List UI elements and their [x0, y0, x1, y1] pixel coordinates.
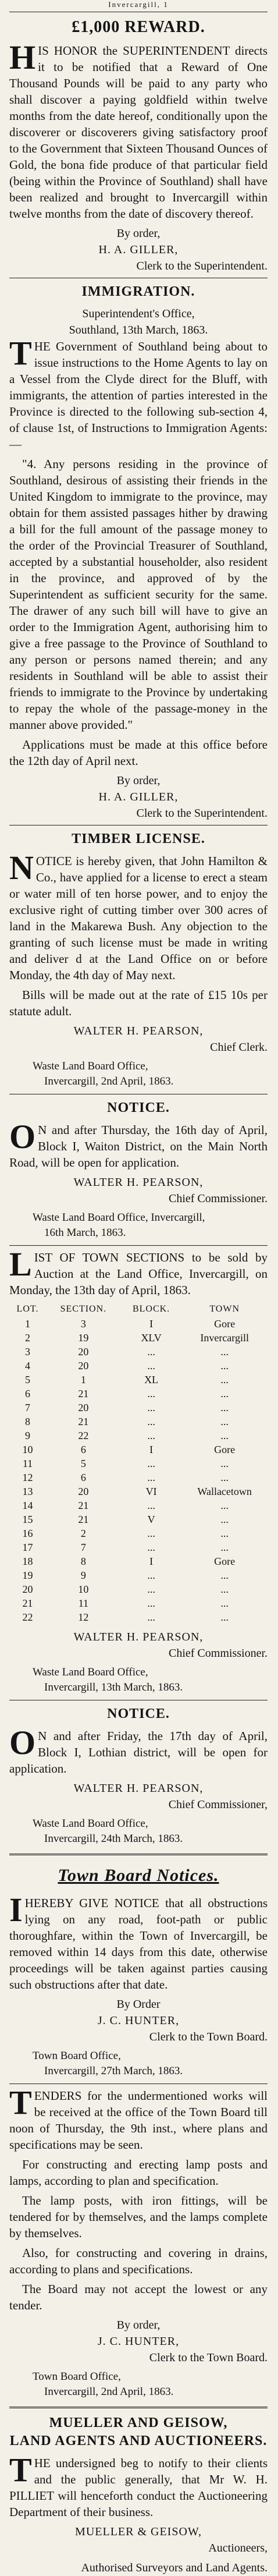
reward-by-order: By order, [116, 227, 161, 240]
mueller-geisow-notice [9, 2415, 268, 2576]
lot-cell: 18 [22, 1555, 33, 1567]
notice1-dropcap: O [9, 1118, 36, 1156]
lot-cell: 6 [25, 1388, 30, 1399]
lot-cell: 10 [22, 1444, 33, 1455]
reward-signer: H. A. GILLER, [98, 243, 179, 256]
block-cell: ... [147, 1528, 155, 1539]
immigration-place-date: Southland, 13th March, 1863. [69, 324, 208, 336]
block-cell: ... [147, 1346, 155, 1358]
block-cell: ... [147, 1583, 155, 1595]
mueller-role-2: Authorised Surveyors and Land Agents. [81, 2561, 268, 2574]
lot-cell: 4 [25, 1360, 30, 1372]
sections-role: Chief Commissioner. [169, 1647, 268, 1660]
block-lothian-notice [9, 1706, 268, 1847]
timber-office: Waste Land Board Office, [33, 1060, 148, 1072]
timber-body-2: Bills will be made out at the rate of £15 10s per statute adult. [9, 988, 268, 1018]
town-cell: ... [220, 1458, 229, 1469]
town-cell: ... [220, 1472, 229, 1483]
lot-cell: 1 [25, 1318, 30, 1330]
lot-cell: 22 [22, 1611, 33, 1623]
table-row [9, 1401, 268, 1415]
section-cell: 10 [78, 1583, 89, 1595]
divider [9, 1245, 268, 1246]
table-row [9, 1540, 268, 1554]
town-cell: ... [220, 1430, 229, 1441]
town-cell: ... [220, 1416, 229, 1427]
section-cell: 21 [78, 1500, 89, 1511]
lot-cell: 2 [25, 1332, 30, 1344]
table-row [9, 1359, 268, 1373]
block-cell: ... [147, 1388, 155, 1399]
block-cell: XL [144, 1374, 159, 1386]
reward-body: HIS HONOR the SUPERINTENDENT directs it to be notified that a Reward of One Thousand Pounds will be paid to any party who shall discover a paying goldfield within twelve months from the date hereof, conditionally upon the discoverer or discoverers giving satisfactory proof to the Government that Sixteen Thousand Ounces of Gold, the bona fide produce of that particular field (being within the Province of Southland) shall have been realized and brought to Invercargill within twelve months from the date of discovery thereof. [9, 38, 268, 221]
reward-title: £1,000 REWARD. [72, 18, 205, 36]
tenders-body-4: Also, for constructing and covering in drains, according to plans and specifications. [9, 2246, 268, 2276]
tenders-dropcap: T [9, 2084, 32, 2121]
col-lot: LOT. [16, 1304, 39, 1314]
block-cell: I [149, 1555, 154, 1567]
lot-cell: 17 [22, 1542, 33, 1553]
obstructions-dropcap: I [9, 1891, 23, 1929]
section-cell: 9 [80, 1569, 86, 1581]
lot-cell: 13 [22, 1486, 33, 1497]
block-cell: V [147, 1514, 155, 1525]
table-row [9, 1526, 268, 1540]
section-cell: 21 [78, 1514, 89, 1525]
section-cell: 5 [80, 1458, 86, 1469]
sections-table-header [9, 1302, 268, 1317]
block-cell: ... [147, 1430, 155, 1441]
immigration-signer: H. A. GILLER, [98, 791, 179, 803]
obstructions-office: Town Board Office, [33, 2050, 121, 2062]
block-cell: ... [147, 1360, 155, 1372]
section-cell: 22 [78, 1430, 89, 1441]
notice2-body: O N and after Friday, the 17th day of April, Block I, Lothian district, will be open for application. [9, 1724, 268, 1776]
town-cell: Gore [214, 1318, 236, 1330]
obstructions-role: Clerk to the Town Board. [149, 2031, 268, 2043]
table-row [9, 1443, 268, 1457]
town-board-notices [9, 1866, 268, 2400]
table-row [9, 1610, 268, 1624]
section-cell: 20 [78, 1360, 89, 1372]
section-cell: 21 [78, 1388, 89, 1399]
notice2-title: NOTICE. [107, 1706, 170, 1721]
tenders-signer: J. C. HUNTER, [97, 2335, 180, 2348]
newspaper-column [2, 0, 276, 2574]
double-divider [9, 1854, 268, 1855]
lot-cell: 19 [22, 1569, 33, 1581]
immigration-by-order: By order, [116, 774, 161, 787]
tenders-place-date: Invercargill, 2nd April, 1863. [44, 2386, 174, 2398]
block-cell: ... [147, 1402, 155, 1413]
obstructions-signer: J. C. HUNTER, [97, 2014, 180, 2027]
lot-cell: 11 [22, 1458, 33, 1469]
notice1-body: O N and after Thursday, the 16th day of April, Block I, Waiton District, on the Main North Road, will be open for application. [9, 1118, 268, 1170]
town-cell: Invercargill [200, 1332, 249, 1344]
section-cell: 20 [78, 1402, 89, 1413]
tenders-body-2: For constructing and erecting lamp posts and lamps, according to plan and specification. [9, 2157, 268, 2188]
lot-cell: 15 [22, 1514, 33, 1525]
table-row [9, 1429, 268, 1443]
sections-signer: WALTER H. PEARSON, [73, 1631, 204, 1643]
col-town: TOWN [209, 1304, 240, 1314]
block-cell: ... [147, 1416, 155, 1427]
block-cell: ... [147, 1500, 155, 1511]
notice2-dropcap: O [9, 1724, 36, 1762]
mueller-signer: MUELLER & GEISOW, [75, 2525, 202, 2538]
section-cell: 6 [80, 1472, 86, 1483]
timber-license-notice [9, 831, 268, 1089]
table-row [9, 1582, 268, 1596]
cut-off-header-fragment: Invercargill, 1 [108, 0, 169, 9]
table-row [9, 1457, 268, 1471]
notice2-role: Chief Commissioner, [168, 1798, 268, 1811]
lot-cell: 21 [22, 1597, 33, 1609]
town-cell: Gore [214, 1555, 236, 1567]
obstructions-place-date: Invercargill, 27th March, 1863. [44, 2065, 183, 2077]
notice1-signer: WALTER H. PEARSON, [73, 1176, 204, 1189]
town-cell: ... [220, 1402, 229, 1413]
timber-title: TIMBER LICENSE. [72, 831, 205, 846]
immigration-title: IMMIGRATION. [81, 284, 195, 299]
sections-dropcap: L [9, 1245, 32, 1283]
sections-place-date: Invercargill, 13th March, 1863. [44, 1681, 183, 1693]
town-cell: ... [220, 1597, 229, 1609]
sections-table [9, 1302, 268, 1624]
town-cell: Gore [214, 1444, 236, 1455]
block-cell: I [149, 1444, 154, 1455]
timber-place-date: Invercargill, 2nd April, 1863. [44, 1075, 174, 1087]
mueller-role-1: Auctioneers, [208, 2542, 268, 2554]
table-row [9, 1498, 268, 1512]
notice2-place-date: Invercargill, 24th March, 1863. [44, 1833, 183, 1845]
immigration-body-1: THE Government of Southland being about to issue instructions to the Home Agents to lay on a Vessel from the Clyde direct for the Bluff, with immigrants, the attention of parties interested in the Province is directed to the following sub-section 4, of clause 1st, of Instructions to Immigration Agents:— [9, 334, 268, 451]
sections-office: Waste Land Board Office, [33, 1666, 148, 1678]
immigration-notice [9, 284, 268, 821]
lot-cell: 3 [25, 1346, 30, 1358]
double-divider [9, 2407, 268, 2408]
section-cell: 11 [78, 1597, 89, 1609]
timber-dropcap: N [9, 849, 34, 887]
reward-dropcap: H [9, 38, 36, 76]
sections-body: LIST OF TOWN SECTIONS to be sold by Auction at the Land Office, Invercargill, on Monday, the 13th day of April, 1863. [9, 1245, 268, 1297]
town-cell: Wallacetown [197, 1486, 252, 1497]
block-waiton-notice [9, 1100, 268, 1241]
lot-cell: 9 [25, 1430, 30, 1441]
block-cell: ... [147, 1569, 155, 1581]
town-cell: ... [220, 1528, 229, 1539]
table-row [9, 1331, 268, 1345]
sections-table-body [9, 1317, 268, 1624]
block-cell: VI [145, 1486, 157, 1497]
lot-cell: 12 [22, 1472, 33, 1483]
table-row [9, 1387, 268, 1401]
town-cell: ... [220, 1388, 229, 1399]
section-cell: 6 [80, 1444, 86, 1455]
table-row [9, 1568, 268, 1582]
table-row [9, 1554, 268, 1568]
notice2-signer: WALTER H. PEARSON, [73, 1782, 204, 1795]
obstructions-by-order: By Order [116, 1998, 161, 2011]
table-row [9, 1373, 268, 1387]
town-sections-notice [9, 1245, 268, 1695]
lot-cell: 7 [25, 1402, 30, 1413]
town-board-title: Town Board Notices. [58, 1866, 219, 1885]
town-cell: ... [220, 1542, 229, 1553]
obstructions-body: IHEREBY GIVE NOTICE that all obstructions lying on any road, foot-path or public thoroughfare, within the Town of Invercargill, be removed within 14 days from this date, otherwise proceedings will be taken against parties causing such obstructions after that date. [9, 1891, 268, 1992]
table-row [9, 1317, 268, 1331]
immigration-office: Superintendent's Office, [82, 307, 195, 320]
tenders-role: Clerk to the Town Board. [149, 2351, 268, 2364]
block-cell: ... [147, 1542, 155, 1553]
town-cell: ... [220, 1583, 229, 1595]
town-cell: ... [220, 1569, 229, 1581]
notice2-office: Waste Land Board Office, [33, 1817, 148, 1830]
lot-cell: 16 [22, 1528, 33, 1539]
immigration-body-2: "4. Any persons residing in the province of Southland, desirous of assisting their friends in the United Kingdom to immigrate to the province, may obtain for them assisted passages hither by drawing a bill for the full amount of the passage money to the order of the Provincial Treasurer of Southland, accepted by a substantial householder, also resident in the province, and approved of by the Superintendent as sufficient security for the same. The drawer of any such bill will have to give an order to the Immigration Agent, authorising him to give a free passage to the Province of Southland to any person or persons named therein; and any residents in Southland will be able to assist their friends to immigrate to the Province by undertaking to repay the whole of the passage-money in the manner above provided." [9, 457, 268, 732]
town-cell: ... [220, 1500, 229, 1511]
section-cell: 20 [78, 1486, 89, 1497]
section-cell: 7 [80, 1542, 86, 1553]
table-row [9, 1512, 268, 1526]
mueller-dropcap: T [9, 2451, 32, 2489]
block-cell: ... [147, 1472, 155, 1483]
table-row [9, 1484, 268, 1498]
section-cell: 3 [80, 1318, 86, 1330]
table-row [9, 1345, 268, 1359]
section-cell: 1 [80, 1374, 86, 1386]
table-row [9, 1415, 268, 1429]
section-cell: 8 [80, 1555, 86, 1567]
mueller-body: THE undersigned beg to notify to their clients and the public generally, that Mr W. H. PILLIET will henceforth conduct the Auctioneering Department of their business. [9, 2451, 268, 2519]
timber-body-1: NOTICE is hereby given, that John Hamilton & Co., have applied for a license to erect a steam or water mill of ten horse power, and to enjoy the exclusive right of cutting timber over 300 acres of land in the Makarewa Bush. Any objection to the granting of such license must be made in writing and deliver d at the Land Office on or before Monday, the 4th day of May next. [9, 849, 268, 982]
section-cell: 21 [78, 1416, 89, 1427]
reward-role: Clerk to the Superintendent. [136, 260, 268, 272]
notice1-role: Chief Commissioner. [169, 1192, 268, 1205]
town-cell: ... [220, 1346, 229, 1358]
timber-signer: WALTER H. PEARSON, [73, 1025, 204, 1037]
block-cell: XLV [141, 1332, 162, 1344]
notice1-place-date: 16th March, 1863. [44, 1227, 126, 1239]
timber-role: Chief Clerk. [210, 1041, 268, 1054]
tenders-body-5: The Board may not accept the lowest or any tender. [9, 2282, 268, 2312]
town-cell: ... [220, 1374, 229, 1386]
col-block: BLOCK. [132, 1304, 170, 1314]
town-cell: ... [220, 1360, 229, 1372]
town-cell: ... [220, 1611, 229, 1623]
notice1-office: Waste Land Board Office, Invercargill, [33, 1211, 205, 1224]
block-cell: I [149, 1318, 154, 1330]
tenders-office: Town Board Office, [33, 2371, 121, 2383]
tenders-by-order: By order, [116, 2319, 161, 2331]
reward-notice [9, 18, 268, 274]
immigration-body-3: Applications must be made at this office before the 12th day of April next. [9, 738, 268, 768]
col-section: SECTION. [60, 1304, 107, 1314]
immigration-dropcap: T [9, 334, 32, 372]
mueller-firm-subtitle: LAND AGENTS AND AUCTIONEERS. [9, 2433, 268, 2449]
town-cell: ... [220, 1514, 229, 1525]
section-cell: 20 [78, 1346, 89, 1358]
tenders-body-1: TENDERS for the undermentioned works will be received at the office of the Town Board till noon of Thursday, the 9th inst., where plans and specifications may be seen. [9, 2084, 268, 2152]
lot-cell: 8 [25, 1416, 30, 1427]
lot-cell: 14 [22, 1500, 33, 1511]
block-cell: ... [147, 1611, 155, 1623]
section-cell: 2 [80, 1528, 86, 1539]
mueller-firm-name: MUELLER AND GEISOW, [49, 2415, 228, 2430]
table-row [9, 1596, 268, 1610]
lot-cell: 5 [25, 1374, 30, 1386]
notice1-title: NOTICE. [107, 1100, 170, 1115]
section-cell: 12 [78, 1611, 89, 1623]
table-row [9, 1471, 268, 1484]
immigration-role: Clerk to the Superintendent. [136, 807, 268, 820]
block-cell: ... [147, 1458, 155, 1469]
tenders-body-3: The lamp posts, with iron fittings, will be tendered for by themselves, and the lamps complete by themselves. [9, 2194, 268, 2240]
block-cell: ... [147, 1597, 155, 1609]
section-cell: 19 [78, 1332, 89, 1344]
lot-cell: 20 [22, 1583, 33, 1595]
